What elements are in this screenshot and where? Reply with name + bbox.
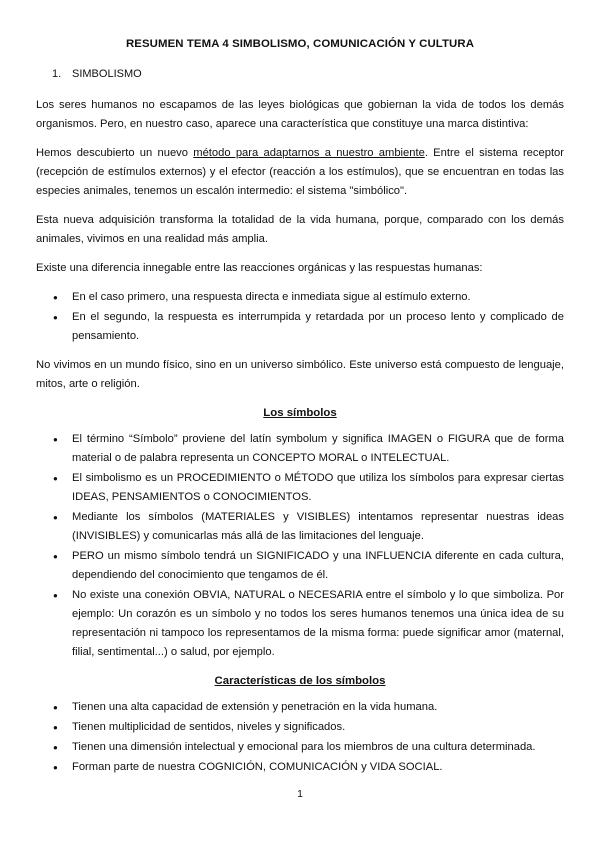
paragraph-2-start: Hemos descubierto un nuevo [36, 147, 194, 159]
paragraph-2 [36, 144, 564, 201]
list-item: ● El simbolismo es un PROCEDIMIENTO o MÉTODO que utiliza los símbolos para expresar ciertas IDEAS, PENSAMIENTOS o CONOCIMIENTOS. [36, 469, 564, 507]
symbols-list [36, 430, 564, 662]
paragraph-1: Los seres humanos no escapamos de las leyes biológicas que gobiernan la vida de todos los demás organismos. Pero, en nuestro caso, aparece una característica que constituye una marca distintiva: [36, 99, 564, 130]
list-item: ● PERO un mismo símbolo tendrá un SIGNIFICADO y una INFLUENCIA diferente en cada cultura, dependiendo del conocimiento que tengamos de él. [36, 547, 564, 585]
underlined-phrase: método para adaptarnos a nuestro ambiente [193, 147, 425, 159]
paragraph-4: Existe una diferencia innegable entre las reacciones orgánicas y las respuestas humanas: [36, 262, 483, 274]
heading-los-simbolos: Los símbolos [263, 407, 337, 419]
document-title: RESUMEN TEMA 4 SIMBOLISMO, COMUNICACIÓN Y CULTURA [125, 38, 475, 50]
list-item: ● El término “Símbolo” proviene del latín symbolum y significa IMAGEN o FIGURA que de forma material o de palabra representa un CONCEPTO MORAL o INTELECTUAL. [36, 430, 564, 468]
paragraph-2-end: . Entre el sistema receptor (recepción de estímulos externos) y el efector (reacción a los estímulos), que se encuentran en todas las especies animales, tenemos un escalón intermedio: el sistema "simbólico". [36, 147, 564, 197]
section-number: 1. [52, 68, 62, 80]
characteristics-list [36, 698, 564, 777]
list-item: ● En el segundo, la respuesta es interrumpida y retardada por un proceso lento y complicado de pensamiento. [36, 308, 564, 346]
list-item: ● Mediante los símbolos (MATERIALES y VISIBLES) intentamos representar nuestras ideas (INVISIBLES) y comunicarlas más allá de las limitaciones del lenguaje. [36, 508, 564, 546]
heading-caracteristicas: Características de los símbolos [214, 675, 386, 687]
list-item: ● Tienen una alta capacidad de extensión y penetración en la vida humana. [36, 698, 564, 717]
section-label: SIMBOLISMO [72, 68, 142, 80]
section-heading [52, 68, 142, 80]
list-item: ● Tienen multiplicidad de sentidos, niveles y significados. [36, 718, 564, 737]
page-number: 1 [297, 788, 303, 800]
list-item: ● En el caso primero, una respuesta directa e inmediata sigue al estímulo externo. [36, 288, 564, 307]
paragraph-3: Esta nueva adquisición transforma la totalidad de la vida humana, porque, comparado con los demás animales, vivimos en una realidad más amplia. [36, 214, 564, 245]
paragraph-5: No vivimos en un mundo físico, sino en un universo simbólico. Este universo está compuesto de lenguaje, mitos, arte o religión. [36, 359, 564, 390]
list-item: ● Tienen una dimensión intelectual y emocional para los miembros de una cultura determinada. [36, 738, 564, 757]
list-item: ● Forman parte de nuestra COGNICIÓN, COMUNICACIÓN y VIDA SOCIAL. [36, 758, 564, 777]
reactions-list [36, 288, 564, 346]
document-body [36, 96, 564, 787]
list-item: ● No existe una conexión OBVIA, NATURAL o NECESARIA entre el símbolo y lo que simboliza. Por ejemplo: Un corazón es un símbolo y no todos los seres humanos tenemos una única idea de su representación ni tampoco los representamos de la misma forma: puede significar amor (maternal, filial, sentimental...) o salud, por ejemplo. [36, 586, 564, 662]
